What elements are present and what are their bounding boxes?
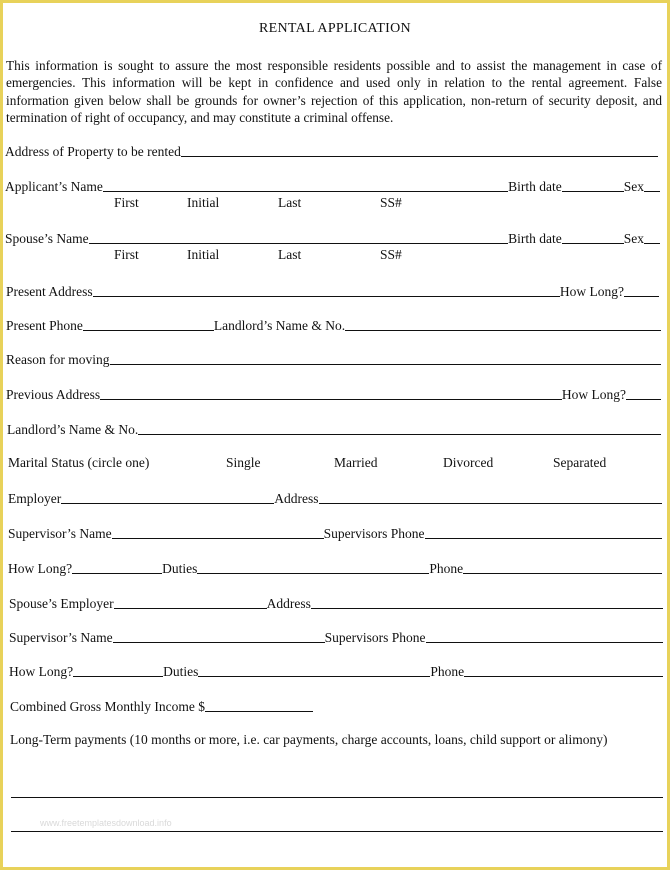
property-address-field[interactable]	[181, 155, 658, 157]
previous-address-label: Previous Address	[6, 387, 101, 402]
applicant-name-field[interactable]	[103, 190, 508, 192]
spouse-employer-label: Spouse’s Employer	[9, 596, 114, 611]
combined-income-label: Combined Gross Monthly Income $	[10, 699, 205, 714]
present-address-how-long-field[interactable]	[624, 295, 659, 297]
previous-address-row	[6, 385, 661, 403]
present-landlord-label: Landlord’s Name & No.	[213, 318, 346, 333]
property-address-row	[5, 142, 658, 160]
applicant-birth-date-label: Birth date	[508, 179, 562, 194]
spouse-employment-phone-field[interactable]	[464, 675, 663, 677]
spouse-birth-date-label: Birth date	[508, 231, 562, 246]
applicant-name-label: Applicant’s Name	[5, 179, 103, 194]
applicant-name-row	[5, 177, 660, 195]
employment-phone-field[interactable]	[463, 572, 662, 574]
long-term-payments-line-2[interactable]	[11, 831, 663, 832]
spouse-sex-label: Sex	[623, 231, 644, 246]
spouse-name-field[interactable]	[89, 242, 509, 244]
long-term-payments-label: Long-Term payments (10 months or more, i.e. car payments, charge accounts, loans, child support or alimony)	[10, 732, 608, 747]
marital-option-divorced[interactable]: Divorced	[443, 455, 494, 470]
spouse-employer-field[interactable]	[114, 607, 267, 609]
marital-status-label: Marital Status (circle one)	[8, 455, 150, 470]
watermark-text: www.freetemplatesdownload.info	[40, 818, 172, 828]
reason-moving-label: Reason for moving	[6, 352, 110, 367]
applicant-sex-label: Sex	[623, 179, 644, 194]
employment-duties-field[interactable]	[197, 572, 429, 574]
long-term-payments-line-1[interactable]	[11, 797, 663, 798]
reason-moving-field[interactable]	[110, 363, 662, 365]
spouse-supervisor-name-label: Supervisor’s Name	[9, 630, 113, 645]
spouse-name-row	[5, 229, 660, 247]
applicant-birth-date-field[interactable]	[562, 190, 624, 192]
spouse-employer-address-label: Address	[266, 596, 311, 611]
previous-landlord-row	[7, 420, 661, 438]
applicant-last-caption: Last	[278, 195, 302, 210]
spouse-name-label: Spouse’s Name	[5, 231, 89, 246]
spouse-employment-how-long-label: How Long?	[9, 664, 74, 679]
previous-address-how-long-label: How Long?	[561, 387, 626, 402]
marital-option-separated[interactable]: Separated	[553, 455, 607, 470]
spouse-employment-duties-label: Duties	[163, 664, 199, 679]
spouse-ss-caption: SS#	[380, 247, 402, 262]
employer-field[interactable]	[61, 502, 274, 504]
spouse-sex-field[interactable]	[644, 242, 660, 244]
spouse-employment-duties-field[interactable]	[198, 675, 430, 677]
employment-details-row	[8, 559, 662, 577]
present-phone-label: Present Phone	[6, 318, 83, 333]
marital-option-married[interactable]: Married	[334, 455, 378, 470]
intro-paragraph: This information is sought to assure the most responsible residents possible and to assist the management in case of emergencies. This information will be kept in confidence and used only in relation to the rental agreement. False information given below shall be grounds for owner’s rejection of this application, non-return of security deposit, and termination of right of occupancy, and may constitute a criminal offense.	[6, 58, 662, 126]
employment-how-long-label: How Long?	[8, 561, 73, 576]
page-title: RENTAL APPLICATION	[259, 21, 411, 36]
spouse-employer-address-field[interactable]	[311, 607, 663, 609]
present-address-label: Present Address	[6, 284, 93, 299]
present-phone-row	[6, 316, 661, 334]
spouse-first-caption: First	[114, 247, 139, 262]
reason-moving-row	[6, 350, 661, 368]
previous-address-how-long-field[interactable]	[626, 398, 661, 400]
supervisor-name-field[interactable]	[112, 537, 324, 539]
employer-address-label: Address	[274, 491, 319, 506]
employer-row	[8, 489, 662, 507]
spouse-employment-details-row	[9, 662, 663, 680]
applicant-sex-field[interactable]	[644, 190, 660, 192]
spouse-employment-how-long-field[interactable]	[73, 675, 163, 677]
previous-address-field[interactable]	[100, 398, 562, 400]
present-address-field[interactable]	[93, 295, 560, 297]
applicant-first-caption: First	[114, 195, 139, 210]
marital-option-single[interactable]: Single	[226, 455, 261, 470]
present-landlord-field[interactable]	[345, 329, 661, 331]
applicant-initial-caption: Initial	[187, 195, 220, 210]
supervisor-name-label: Supervisor’s Name	[8, 526, 112, 541]
spouse-birth-date-field[interactable]	[562, 242, 624, 244]
spouse-initial-caption: Initial	[187, 247, 220, 262]
spouse-supervisors-phone-label: Supervisors Phone	[324, 630, 426, 645]
employer-address-field[interactable]	[319, 502, 663, 504]
employment-phone-label: Phone	[429, 561, 464, 576]
spouse-last-caption: Last	[278, 247, 302, 262]
employer-label: Employer	[8, 491, 62, 506]
spouse-supervisor-name-field[interactable]	[113, 641, 325, 643]
present-address-row	[6, 282, 659, 300]
previous-landlord-label: Landlord’s Name & No.	[7, 422, 139, 437]
employment-how-long-field[interactable]	[72, 572, 162, 574]
combined-income-field[interactable]	[205, 710, 313, 712]
applicant-ss-caption: SS#	[380, 195, 402, 210]
combined-income-row	[10, 697, 340, 715]
spouse-employer-row	[9, 594, 663, 612]
employment-duties-label: Duties	[162, 561, 198, 576]
spouse-supervisors-phone-field[interactable]	[426, 641, 664, 643]
spouse-supervisor-row	[9, 628, 663, 646]
property-address-label: Address of Property to be rented	[5, 144, 181, 159]
previous-landlord-field[interactable]	[138, 433, 661, 435]
present-address-how-long-label: How Long?	[559, 284, 624, 299]
supervisors-phone-field[interactable]	[425, 537, 663, 539]
present-phone-field[interactable]	[83, 329, 214, 331]
supervisor-row	[8, 524, 662, 542]
spouse-employment-phone-label: Phone	[430, 664, 465, 679]
supervisors-phone-label: Supervisors Phone	[323, 526, 425, 541]
